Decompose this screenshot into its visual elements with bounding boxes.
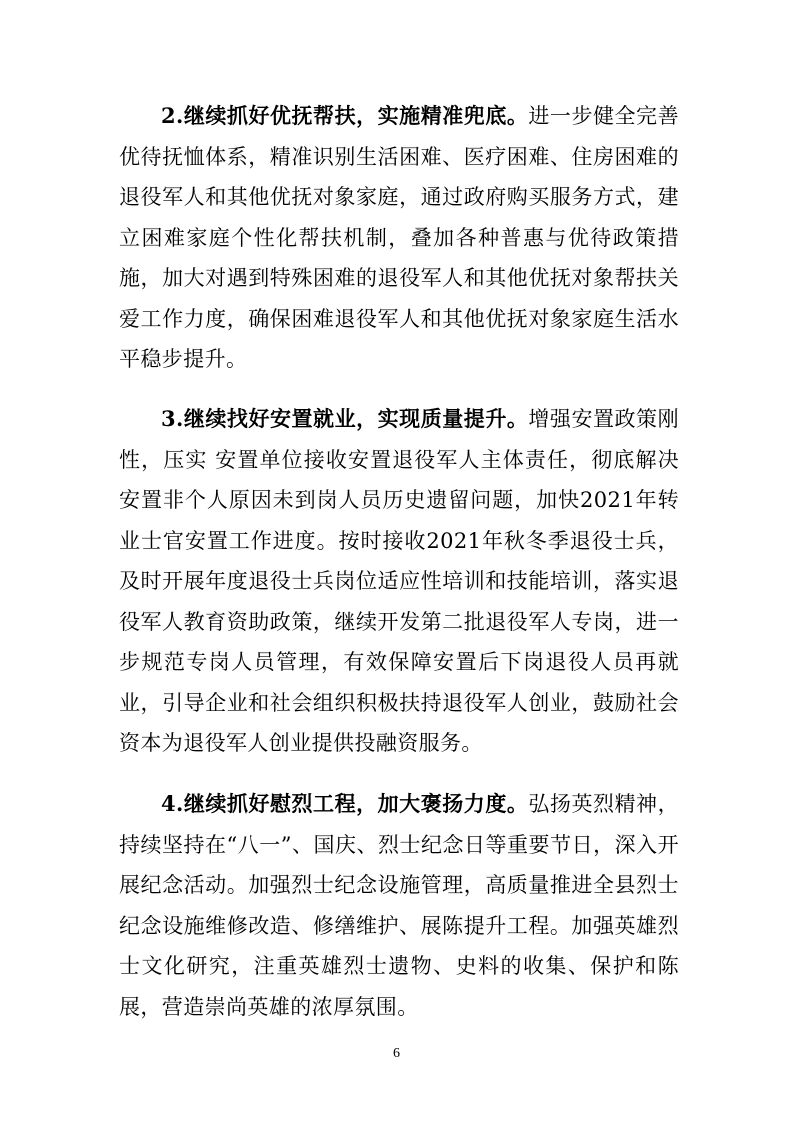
- paragraph-body: 增强安置政策刚性，压实 安置单位接收安置退役军人主体责任，彻底解决安置非个人原因未到岗人员历史遗留问题，加快2021年转业士官安置工作进度。按时接收2021年秋冬季退役士兵，及时开展年度退役士兵岗位适应性培训和技能培训，落实退役军人教育资助政策，继续开发第二批退役军人专岗，进一步规范专岗人员管理，有效保障安置后下岗退役人员再就业，引导企业和社会组织积极扶持退役军人创业，鼓励社会资本为退役军人创业提供投融资服务。: [119, 407, 679, 755]
- paragraph-placement-employment: [119, 399, 679, 764]
- page-number: 6: [393, 1046, 400, 1061]
- paragraph-heading: 3.继续找好安置就业，实现质量提升。: [161, 406, 529, 431]
- paragraph-care-assistance: [119, 96, 679, 380]
- paragraph-body: 弘扬英烈精神，持续坚持在“八一”、国庆、烈士纪念日等重要节日，深入开展纪念活动。加强烈士纪念设施管理，高质量推进全县烈士纪念设施维修改造、修缮维护、展陈提升工程。加强英雄烈士文化研究，注重英雄烈士遗物、史料的收集、保护和陈展，营造崇尚英雄的浓厚氛围。: [119, 792, 679, 1019]
- paragraph-martyr-commemoration: [119, 784, 679, 1027]
- paragraph-heading: 4.继续抓好慰烈工程，加大褒扬力度。: [161, 791, 529, 816]
- paragraph-body: 进一步健全完善优待抚恤体系，精准识别生活困难、医疗困难、住房困难的退役军人和其他优抚对象家庭，通过政府购买服务方式，建立困难家庭个性化帮扶机制，叠加各种普惠与优待政策措施，加大对遇到特殊困难的退役军人和其他优抚对象帮扶关爱工作力度，确保困难退役军人和其他优抚对象家庭生活水平稳步提升。: [119, 104, 679, 371]
- paragraph-heading: 2.继续抓好优抚帮扶，实施精准兜底。: [161, 103, 529, 128]
